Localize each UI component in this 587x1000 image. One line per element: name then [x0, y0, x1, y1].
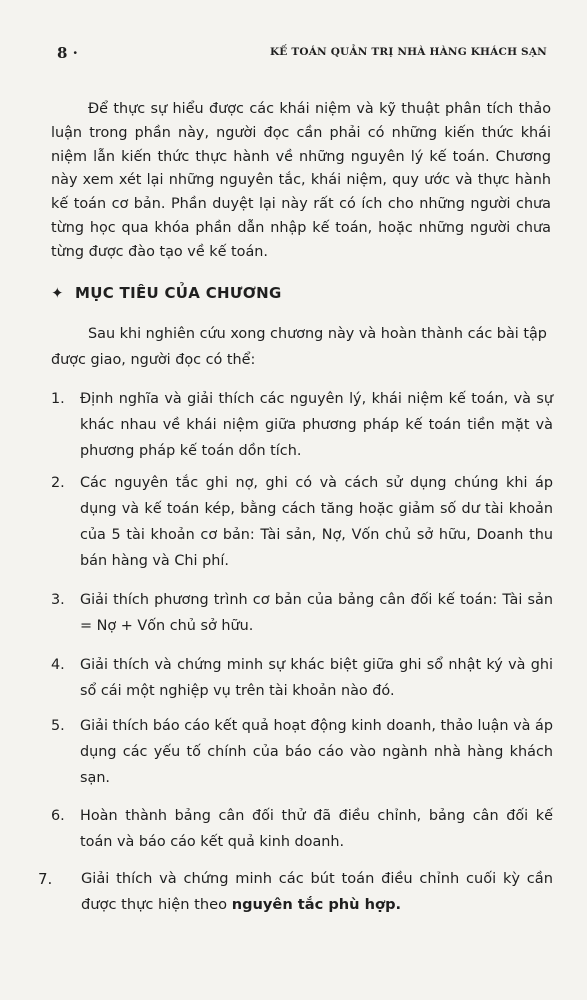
item-number: 5. — [51, 718, 65, 734]
diamond-bullet-icon: ✦ — [51, 284, 64, 302]
item-text-main: Giải thích và chứng minh các bút toán điều chỉnh cuối kỳ cần được thực hiện theo — [81, 870, 553, 913]
item-number: 3. — [51, 592, 65, 608]
list-item — [38, 713, 553, 791]
running-title: KẾ TOÁN QUẢN TRỊ NHÀ HÀNG KHÁCH SẠN — [269, 46, 547, 58]
item-number: 6. — [51, 808, 65, 824]
item-text: Giải thích phương trình cơ bản của bảng cân đối kế toán: Tài sản = Nợ + Vốn chủ sở hữu. — [80, 592, 553, 634]
list-item — [38, 386, 553, 464]
item-text: Hoàn thành bảng cân đối thử đã điều chỉnh, bảng cân đối kế toán và báo cáo kết quả kinh doanh. — [80, 808, 553, 850]
item-number: 1. — [51, 391, 65, 407]
item-number: 7. — [38, 870, 53, 888]
item-text: Giải thích và chứng minh sự khác biệt giữa ghi sổ nhật ký và ghi sổ cái một nghiệp vụ trên tài khoản nào đó. — [80, 657, 553, 699]
item-text-bold: nguyên tắc phù hợp. — [231, 896, 402, 913]
section-title: MỤC TIÊU CỦA CHƯƠNG — [75, 284, 282, 302]
item-text: Định nghĩa và giải thích các nguyên lý, khái niệm kế toán, và sự khác nhau về khái niệm giữa phương pháp kế toán tiền mặt và phương pháp kế toán dồn tích. — [80, 391, 553, 459]
item-text: Giải thích báo cáo kết quả hoạt động kinh doanh, thảo luận và áp dụng các yếu tố chính của báo cáo vào ngành nhà hàng khách sạn. — [80, 718, 553, 786]
list-item — [38, 470, 553, 574]
page-header — [57, 44, 547, 66]
item-text — [81, 866, 553, 918]
page-number: 8 · — [57, 44, 78, 62]
item-text: Các nguyên tắc ghi nợ, ghi có và cách sử dụng chúng khi áp dụng và kế toán kép, bằng cách tăng hoặc giảm số dư tài khoản của 5 tài khoản cơ bản: Tài sản, Nợ, Vốn chủ sở hữu, Doanh thu bán hàng và Chi phí. — [80, 475, 553, 569]
section-heading — [51, 284, 282, 302]
list-item — [38, 803, 553, 855]
list-item — [38, 587, 553, 639]
intro-paragraph: Để thực sự hiểu được các khái niệm và kỹ thuật phân tích thảo luận trong phần này, người đọc cần phải có những kiến thức khái niệm lẫn kiến thức thực hành về những nguyên lý kế toán. Chương này xem xét lại những nguyên tắc, khái niệm, quy ước và thực hành kế toán cơ bản. Phần duyệt lại này rất có ích cho những người chưa từng học qua khóa phần dẫn nhập kế toán, hoặc những người chưa từng được đào tạo về kế toán. — [51, 101, 551, 260]
lead-paragraph: Sau khi nghiên cứu xong chương này và hoàn thành các bài tập được giao, người đọc có thể: — [51, 326, 547, 368]
list-item — [38, 866, 553, 918]
item-number: 2. — [51, 475, 65, 491]
item-number: 4. — [51, 657, 65, 673]
list-item — [38, 652, 553, 704]
